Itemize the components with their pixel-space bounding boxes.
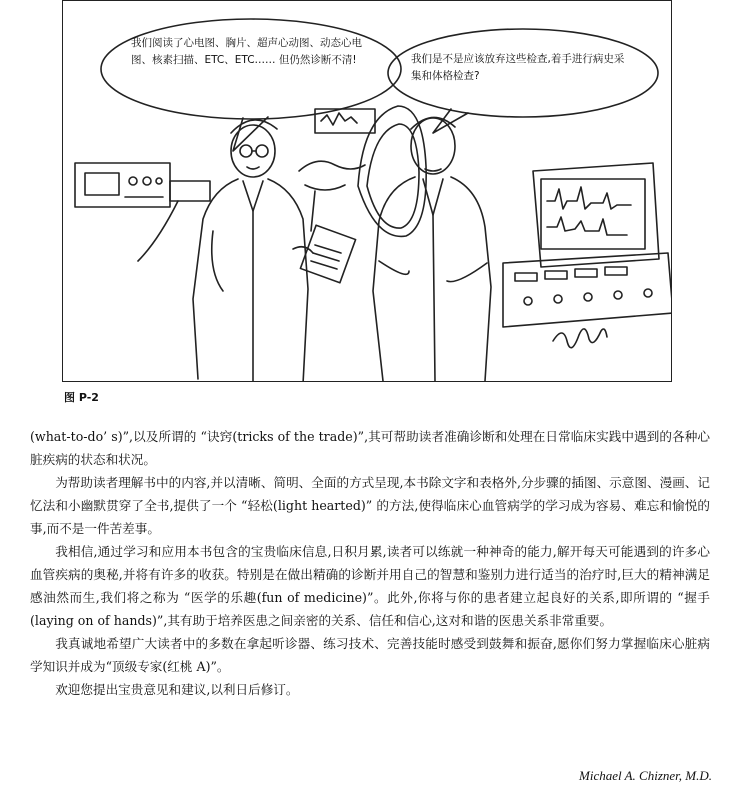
- speech-bubble-left: [101, 19, 401, 119]
- paragraph-3: 我相信,通过学习和应用本书包含的宝贵临床信息,日积月累,读者可以练就一种神奇的能力,解开每天可能遇到的许多心血管疾病的奥秘,并将有许多的收获。特别是在做出精确的诊断并用自己的智慧和鉴别力进行适当的治疗时,巨大的精神满足感油然而生,我们将之称为 “医学的乐趣(fun of medicine)”。此外,你将与你的患者建立起良好的关系,即所谓的 “握手(laying on of hands)”,其有助于培养医患之间亲密的关系、信任和信心,这对和谐的医患关系非常重要。: [30, 544, 710, 628]
- artist-signature: [553, 329, 607, 348]
- paragraph-4: 我真诚地希望广大读者中的多数在拿起听诊器、练习技术、完善技能时感受到鼓舞和振奋,愿你们努力掌握临床心脏病学知识并成为“顶级专家(红桃 A)”。: [30, 636, 710, 674]
- doctor-left-figure: [193, 120, 356, 382]
- paragraph-2: 为帮助读者理解书中的内容,并以清晰、简明、全面的方式呈现,本书除文字和表格外,分步骤的插图、示意图、漫画、记忆法和小幽默贯穿了全书,提供了一个 “轻松(light hearted)” 的方法,使得临床心血管病学的学习成为容易、难忘和愉悦的事,而不是一件苦差事。: [30, 475, 710, 536]
- speech-bubble-right-text: 我们是不是应该放弃这些检查,着手进行病史采集和体格检查?: [411, 53, 625, 82]
- ecg-machine: [75, 163, 210, 261]
- speech-bubble-left-text: 我们阅读了心电图、胸片、超声心动图、动态心电图、核素扫描、ETC、ETC…… 但仍然诊断不清!: [131, 37, 362, 66]
- speech-bubble-left-tail: [233, 117, 268, 151]
- xray-viewer: [299, 106, 426, 236]
- monitor-console: [503, 163, 672, 327]
- doctor-right-figure: [373, 117, 491, 381]
- figure-caption: 图 P-2: [64, 391, 99, 404]
- paragraph-1: (what-to-do’ s)”,以及所谓的 “诀窍(tricks of the trade)”,其可帮助读者准确诊断和处理在日常临床实践中遇到的各种心脏疾病的状态和状况。: [30, 429, 710, 467]
- author-signature: Michael A. Chizner, M.D.: [579, 768, 712, 783]
- paragraph-5: 欢迎您提出宝贵意见和建议,以利日后修订。: [55, 682, 299, 697]
- cartoon-figure: [62, 0, 672, 382]
- body-text: [30, 425, 710, 701]
